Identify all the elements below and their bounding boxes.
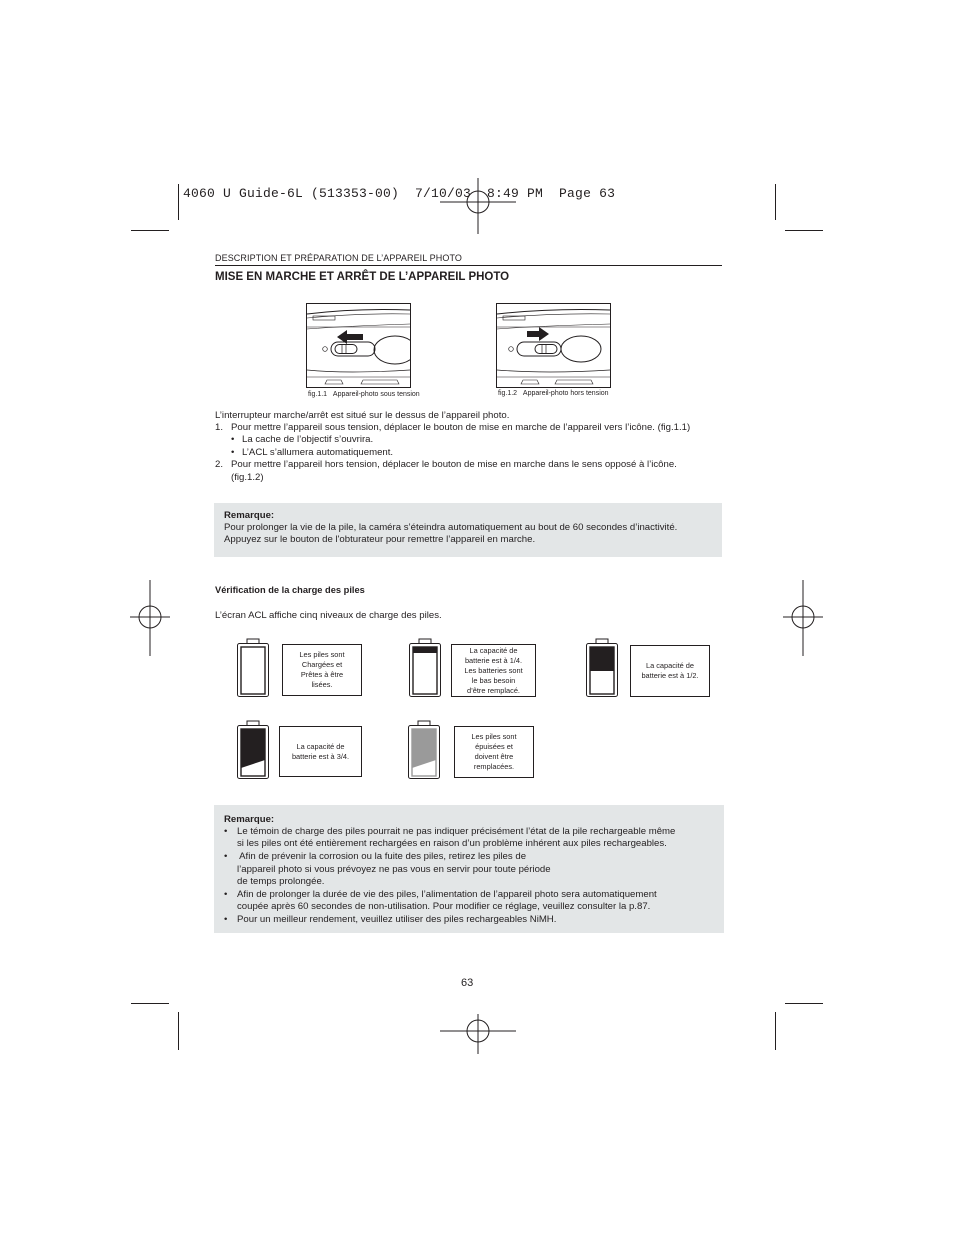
battery-icon-three-quarter <box>236 720 270 780</box>
print-slug: 4060 U Guide-6L (513353-00) 7/10/03 8:49 PM Page 63 <box>183 186 616 201</box>
registration-mark-right <box>783 580 823 656</box>
step-text: (fig.1.2) <box>231 472 264 483</box>
figure-caption <box>498 390 609 397</box>
bullet-glyph: • <box>224 914 228 925</box>
figure-caption <box>308 391 420 398</box>
figure-caption-text: Appareil-photo sous tension <box>332 391 420 398</box>
note-box <box>214 805 724 933</box>
figure-caption-number: fig.1.1 <box>308 391 328 398</box>
battery-icon-quarter <box>408 638 442 698</box>
figure-power-on <box>306 303 411 388</box>
note-box <box>214 503 722 557</box>
step-number: 2. <box>215 459 224 470</box>
battery-icon-empty <box>407 720 441 780</box>
page-title: MISE EN MARCHE ET ARRÊT DE L’APPAREIL PHOTO <box>215 271 510 283</box>
battery-label: Les piles sont épuisées et doivent être remplacées. <box>454 726 534 778</box>
header-rule <box>215 265 722 266</box>
bullet-glyph: • <box>231 434 235 445</box>
intro-text: L’interrupteur marche/arrêt est situé sur le dessus de l’appareil photo. <box>215 410 510 421</box>
section-heading: DESCRIPTION ET PRÉPARATION DE L’APPAREIL PHOTO <box>215 253 462 263</box>
registration-mark-left <box>130 580 170 656</box>
note-text: Appuyez sur le bouton de l'obturateur pour remettre l’appareil en marche. <box>224 534 536 545</box>
note-title: Remarque: <box>224 510 275 521</box>
battery-label: La capacité de batterie est à 1/4. Les batteries sont le bas besoin d’être remplacé. <box>451 644 536 697</box>
page-number: 63 <box>461 977 474 989</box>
registration-mark-bottom <box>440 1014 516 1054</box>
note-text: Le témoin de charge des piles pourrait ne pas indiquer précisément l’état de la pile rechargeable même <box>237 826 676 837</box>
step-number: 1. <box>215 422 224 433</box>
bullet-text: L’ACL s’allumera automatiquement. <box>242 447 394 458</box>
bullet-glyph: • <box>224 851 228 862</box>
figure-caption-number: fig.1.2 <box>498 390 518 397</box>
battery-label: Les piles sont Chargées et Prêtes à être lisées. <box>282 644 362 696</box>
note-text: l’appareil photo si vous prévoyez ne pas vous en servir pour toute période <box>237 864 551 875</box>
bullet-glyph: • <box>224 826 228 837</box>
battery-icon-full <box>236 638 270 698</box>
note-title: Remarque: <box>224 814 275 825</box>
battery-icon-half <box>585 638 619 698</box>
note-text: Pour prolonger la vie de la pile, la caméra s’éteindra automatiquement au bout de 60 secondes d’inactivité. <box>224 522 678 533</box>
step-text: Pour mettre l’appareil hors tension, déplacer le bouton de mise en marche dans le sens opposé à l’icône. <box>231 459 677 470</box>
battery-label: La capacité de batterie est à 3/4. <box>279 726 362 777</box>
figure-caption-text: Appareil-photo hors tension <box>522 390 609 397</box>
battery-label: La capacité de batterie est à 1/2. <box>630 645 710 697</box>
note-text: de temps prolongée. <box>237 876 325 887</box>
note-text: si les piles ont été entièrement rechargées en raison d’un problème inhérent aux piles rechargeables. <box>237 838 667 849</box>
battery-section-intro: L’écran ACL affiche cinq niveaux de charge des piles. <box>215 610 442 621</box>
note-text: Pour un meilleur rendement, veuillez utiliser des piles rechargeables NiMH. <box>237 914 557 925</box>
bullet-text: La cache de l’objectif s’ouvrira. <box>242 434 374 445</box>
note-text: Afin de prévenir la corrosion ou la fuite des piles, retirez les piles de <box>237 851 527 862</box>
bullet-glyph: • <box>224 889 228 900</box>
battery-section-title: Vérification de la charge des piles <box>215 585 365 595</box>
note-text: coupée après 60 secondes de non-utilisation. Pour modifier ce réglage, veuillez consulter la p.87. <box>237 901 651 912</box>
figure-power-off <box>496 303 611 388</box>
bullet-glyph: • <box>231 447 235 458</box>
step-text: Pour mettre l’appareil sous tension, déplacer le bouton de mise en marche de l’appareil vers l’icône. (fig.1.1) <box>231 422 691 433</box>
note-text: Afin de prolonger la durée de vie des piles, l’alimentation de l’appareil photo sera automatiquement <box>237 889 657 900</box>
